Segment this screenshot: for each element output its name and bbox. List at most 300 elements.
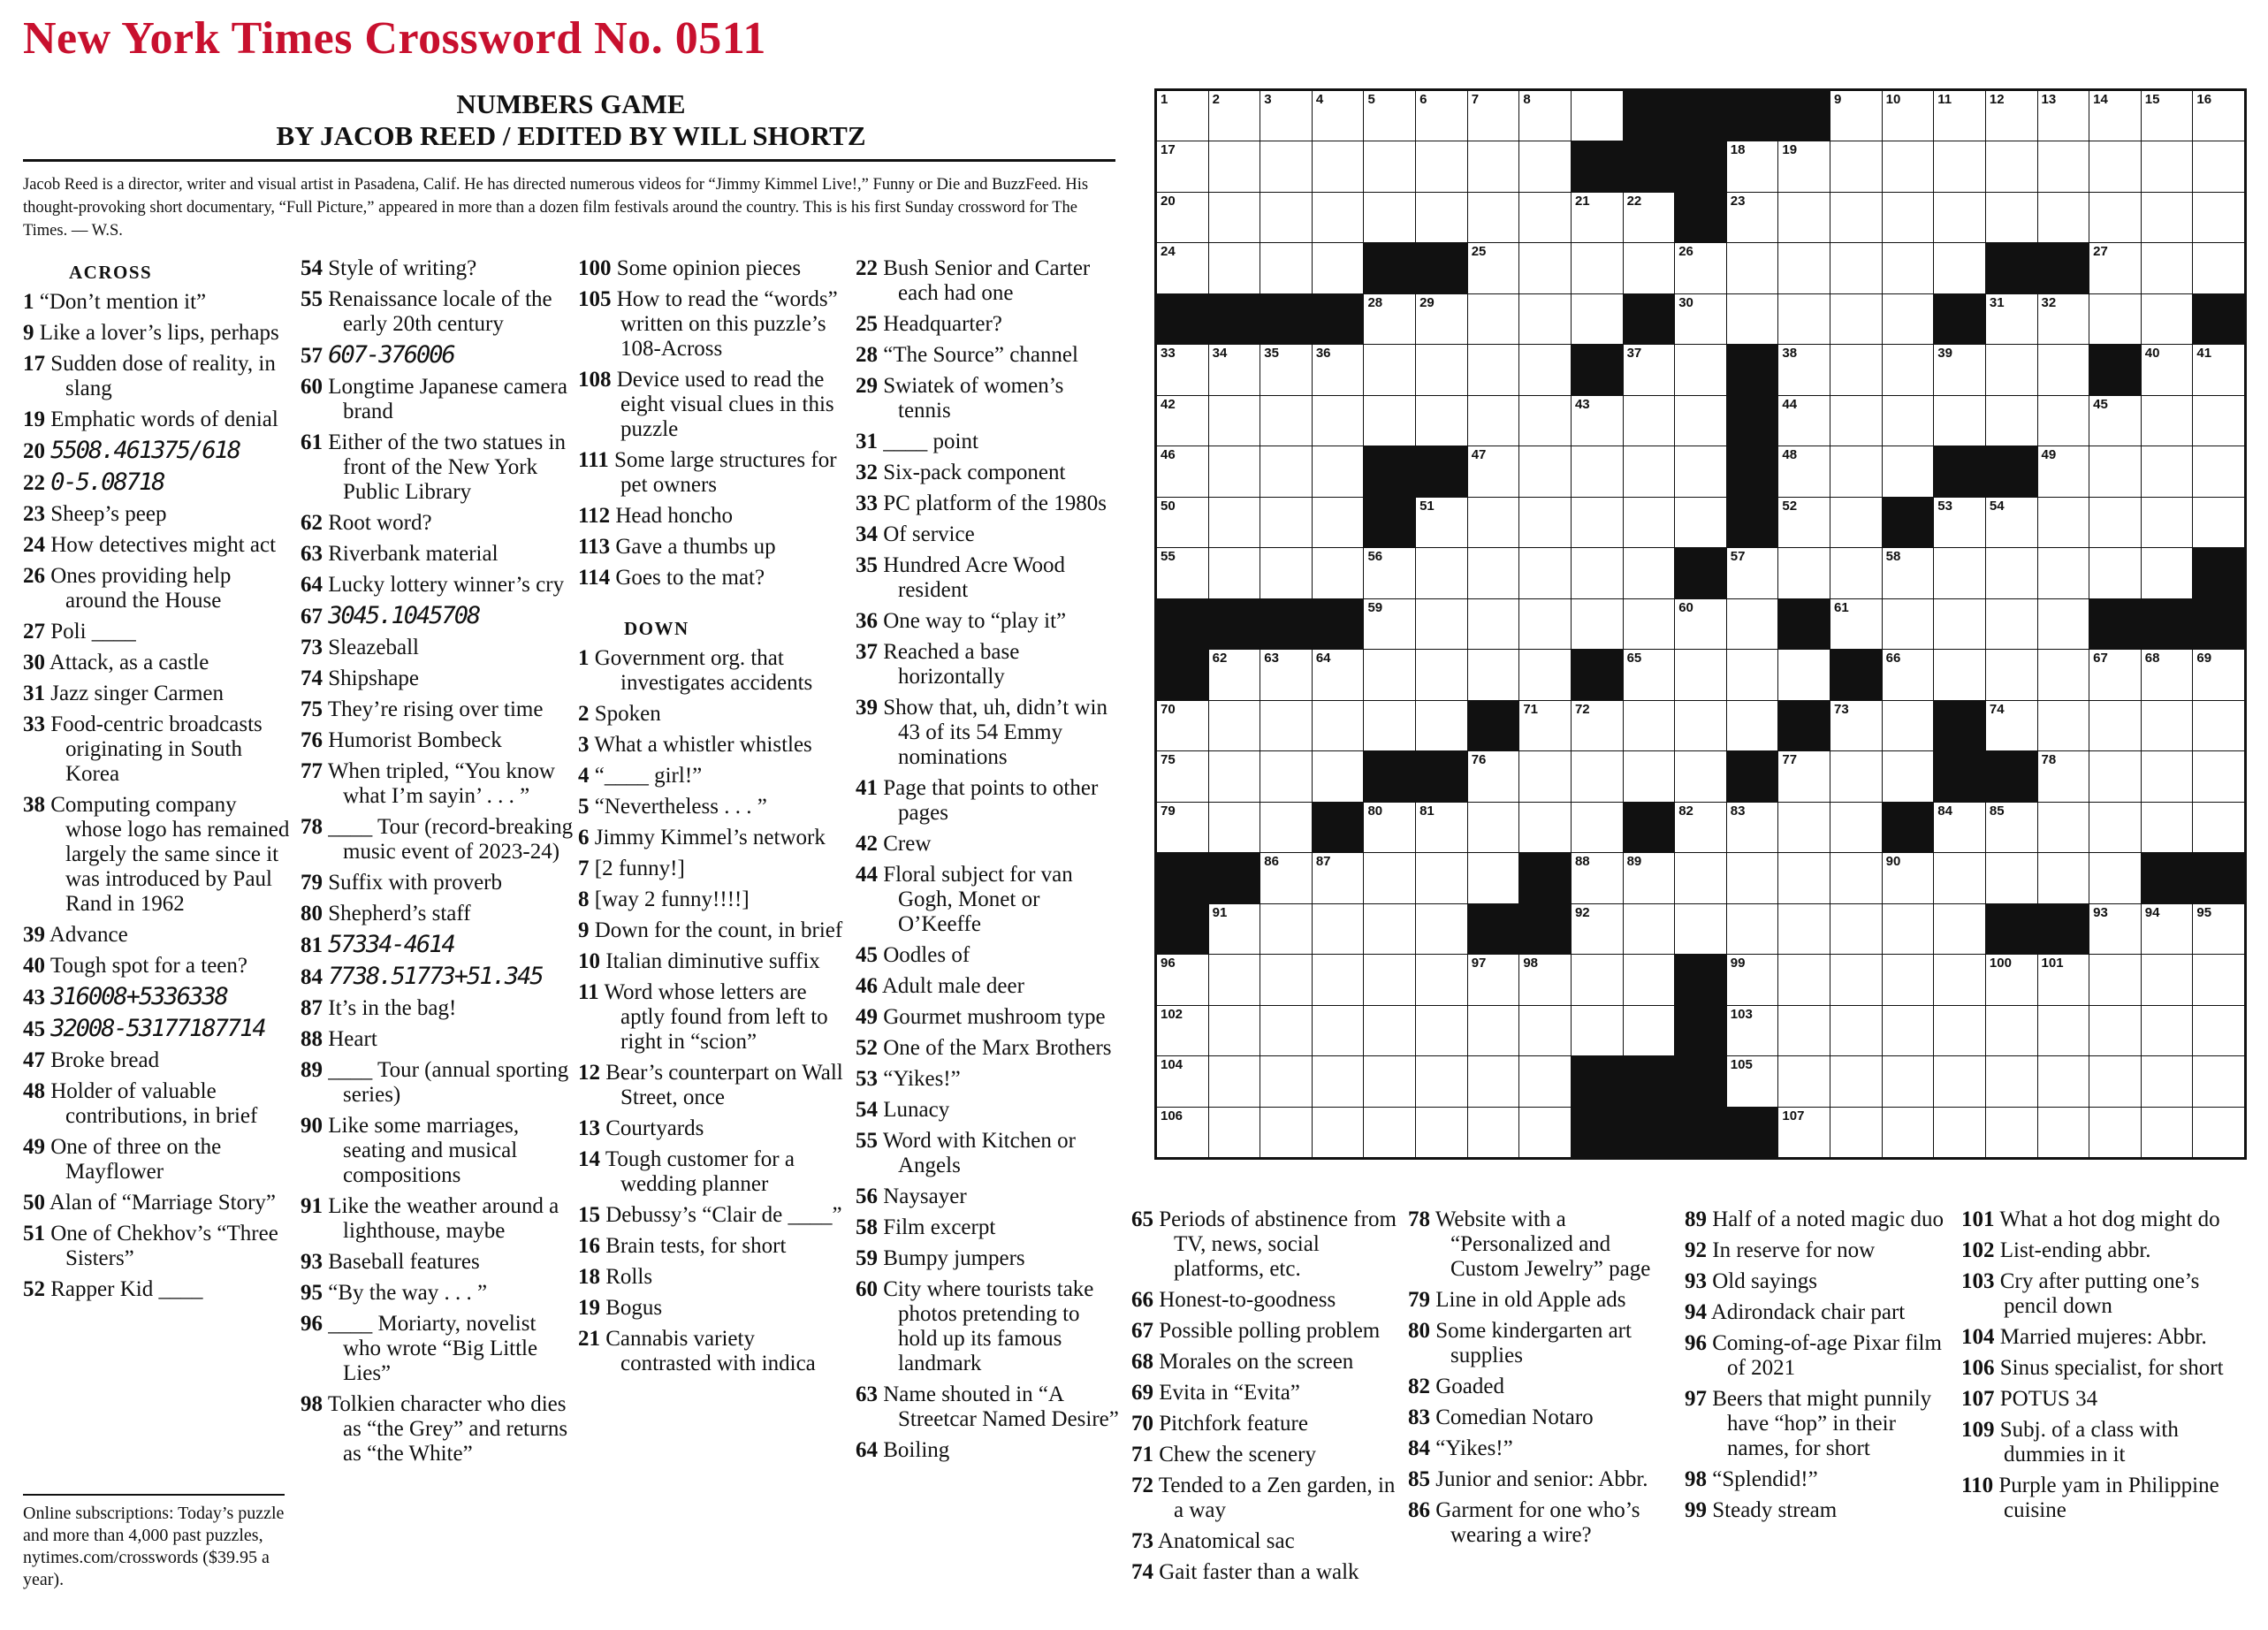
grid-cell[interactable] (1468, 548, 1519, 598)
clue-item[interactable] (301, 375, 575, 424)
grid-cell[interactable] (2089, 1108, 2141, 1157)
clue-item[interactable] (578, 764, 845, 788)
clue-item[interactable] (856, 553, 1121, 603)
grid-cell[interactable] (1468, 955, 1519, 1004)
clue-item[interactable] (578, 566, 845, 590)
grid-cell[interactable] (1260, 650, 1312, 699)
clue-item[interactable] (578, 1296, 845, 1321)
grid-cell[interactable] (1364, 1056, 1415, 1106)
clue-item[interactable] (301, 1027, 575, 1052)
grid-cell[interactable] (1519, 91, 1571, 141)
clue-item[interactable] (23, 290, 293, 315)
grid-cell[interactable] (2089, 1006, 2141, 1055)
grid-cell[interactable] (1624, 243, 1675, 293)
grid-cell[interactable] (1778, 243, 1830, 293)
grid-cell[interactable] (1260, 243, 1312, 293)
grid-cell[interactable] (1519, 141, 1571, 191)
grid-cell[interactable] (1883, 91, 1934, 141)
grid-cell[interactable] (2038, 650, 2089, 699)
grid-cell[interactable] (2089, 193, 2141, 242)
grid-cell[interactable] (1468, 446, 1519, 496)
grid-cell[interactable] (2193, 803, 2244, 852)
grid-cell[interactable] (1313, 751, 1364, 801)
grid-cell[interactable] (1209, 243, 1260, 293)
grid-cell[interactable] (1778, 193, 1830, 242)
grid-cell[interactable] (1468, 91, 1519, 141)
grid-cell[interactable] (1727, 803, 1778, 852)
clue-item[interactable] (23, 470, 293, 496)
grid-cell[interactable] (2038, 193, 2089, 242)
grid-cell[interactable] (1986, 701, 2037, 750)
clue-item[interactable] (856, 491, 1121, 516)
grid-cell[interactable] (2142, 345, 2193, 394)
clue-item[interactable] (1408, 1405, 1678, 1430)
grid-cell[interactable] (1572, 243, 1623, 293)
clue-item[interactable] (23, 985, 293, 1010)
clue-item[interactable] (856, 832, 1121, 857)
grid-cell[interactable] (1157, 91, 1208, 141)
clue-item[interactable] (856, 974, 1121, 999)
grid-cell[interactable] (1778, 803, 1830, 852)
clue-item[interactable] (856, 343, 1121, 368)
clue-item[interactable] (301, 343, 575, 369)
grid-cell[interactable] (1260, 396, 1312, 446)
clue-item[interactable] (578, 702, 845, 727)
grid-cell[interactable] (1416, 904, 1467, 954)
grid-cell[interactable] (1313, 345, 1364, 394)
clue-item[interactable] (23, 321, 293, 346)
grid-cell[interactable] (1778, 955, 1830, 1004)
grid-cell[interactable] (1468, 1056, 1519, 1106)
clue-item[interactable] (856, 696, 1121, 770)
grid-cell[interactable] (1778, 446, 1830, 496)
clue-item[interactable] (23, 682, 293, 706)
grid-cell[interactable] (1572, 1006, 1623, 1055)
clue-item[interactable] (856, 312, 1121, 337)
grid-cell[interactable] (1209, 446, 1260, 496)
grid-cell[interactable] (1364, 803, 1415, 852)
grid-cell[interactable] (1468, 853, 1519, 903)
grid-cell[interactable] (1468, 599, 1519, 649)
grid-cell[interactable] (1416, 91, 1467, 141)
grid-cell[interactable] (1830, 141, 1882, 191)
grid-cell[interactable] (1313, 1056, 1364, 1106)
grid-cell[interactable] (1624, 396, 1675, 446)
crossword-grid[interactable] (1154, 88, 2247, 1160)
clue-item[interactable] (578, 448, 845, 498)
grid-cell[interactable] (1572, 751, 1623, 801)
clue-item[interactable] (23, 1048, 293, 1073)
grid-cell[interactable] (1934, 243, 1985, 293)
grid-cell[interactable] (1883, 751, 1934, 801)
grid-cell[interactable] (1260, 1056, 1312, 1106)
grid-cell[interactable] (1364, 955, 1415, 1004)
grid-cell[interactable] (2089, 1056, 2141, 1106)
grid-cell[interactable] (1416, 803, 1467, 852)
grid-cell[interactable] (1934, 1006, 1985, 1055)
grid-cell[interactable] (2038, 701, 2089, 750)
grid-cell[interactable] (1572, 498, 1623, 547)
clue-item[interactable] (23, 923, 293, 948)
grid-cell[interactable] (1830, 1006, 1882, 1055)
grid-cell[interactable] (1624, 1006, 1675, 1055)
grid-cell[interactable] (1986, 853, 2037, 903)
grid-cell[interactable] (1468, 345, 1519, 394)
grid-cell[interactable] (1260, 751, 1312, 801)
clue-item[interactable] (856, 1129, 1121, 1178)
grid-cell[interactable] (1883, 1108, 1934, 1157)
grid-cell[interactable] (1830, 193, 1882, 242)
grid-cell[interactable] (1934, 345, 1985, 394)
clue-item[interactable] (23, 1277, 293, 1302)
clue-item[interactable] (1685, 1467, 1954, 1492)
clue-item[interactable] (301, 287, 575, 337)
clue-item[interactable] (1961, 1474, 2231, 1523)
clue-item[interactable] (23, 352, 293, 401)
grid-cell[interactable] (1468, 193, 1519, 242)
grid-cell[interactable] (2142, 1108, 2193, 1157)
clue-item[interactable] (856, 609, 1121, 634)
grid-cell[interactable] (1209, 751, 1260, 801)
grid-cell[interactable] (1519, 599, 1571, 649)
grid-cell[interactable] (1883, 243, 1934, 293)
clue-item[interactable] (578, 980, 845, 1055)
clue-item[interactable] (301, 933, 575, 958)
clue-item[interactable] (1408, 1319, 1678, 1368)
grid-cell[interactable] (1260, 141, 1312, 191)
clue-item[interactable] (1131, 1350, 1401, 1375)
grid-cell[interactable] (1519, 955, 1571, 1004)
grid-cell[interactable] (1519, 396, 1571, 446)
clue-item[interactable] (856, 943, 1121, 968)
clue-item[interactable] (856, 1246, 1121, 1271)
grid-cell[interactable] (2193, 396, 2244, 446)
clue-item[interactable] (1131, 1288, 1401, 1313)
grid-cell[interactable] (1624, 345, 1675, 394)
grid-cell[interactable] (1986, 498, 2037, 547)
grid-cell[interactable] (1519, 193, 1571, 242)
grid-cell[interactable] (1157, 955, 1208, 1004)
grid-cell[interactable] (1986, 1056, 2037, 1106)
grid-cell[interactable] (1313, 141, 1364, 191)
grid-cell[interactable] (1830, 446, 1882, 496)
grid-cell[interactable] (2142, 548, 2193, 598)
clue-item[interactable] (301, 1312, 575, 1386)
clue-item[interactable] (856, 776, 1121, 826)
clue-item[interactable] (578, 857, 845, 881)
grid-cell[interactable] (2038, 955, 2089, 1004)
grid-cell[interactable] (1416, 650, 1467, 699)
grid-cell[interactable] (1934, 599, 1985, 649)
grid-cell[interactable] (1883, 294, 1934, 344)
grid-cell[interactable] (1260, 446, 1312, 496)
grid-cell[interactable] (1313, 955, 1364, 1004)
clue-item[interactable] (1408, 1207, 1678, 1282)
grid-cell[interactable] (2142, 243, 2193, 293)
clue-item[interactable] (301, 430, 575, 505)
clue-item[interactable] (1685, 1331, 1954, 1381)
grid-cell[interactable] (1157, 193, 1208, 242)
grid-cell[interactable] (1519, 1006, 1571, 1055)
clue-item[interactable] (23, 954, 293, 979)
grid-cell[interactable] (1260, 1006, 1312, 1055)
grid-cell[interactable] (1519, 751, 1571, 801)
grid-cell[interactable] (1572, 396, 1623, 446)
grid-cell[interactable] (1416, 498, 1467, 547)
grid-cell[interactable] (1778, 1006, 1830, 1055)
grid-cell[interactable] (1727, 701, 1778, 750)
grid-cell[interactable] (1675, 853, 1726, 903)
grid-cell[interactable] (2193, 498, 2244, 547)
grid-cell[interactable] (1260, 803, 1312, 852)
clue-item[interactable] (301, 1250, 575, 1275)
grid-cell[interactable] (1209, 91, 1260, 141)
clue-item[interactable] (301, 1281, 575, 1306)
grid-cell[interactable] (2193, 1056, 2244, 1106)
grid-cell[interactable] (1416, 955, 1467, 1004)
clue-item[interactable] (23, 1079, 293, 1129)
grid-cell[interactable] (1209, 1056, 1260, 1106)
grid-cell[interactable] (1364, 701, 1415, 750)
grid-cell[interactable] (1157, 498, 1208, 547)
grid-cell[interactable] (1260, 193, 1312, 242)
grid-cell[interactable] (1572, 904, 1623, 954)
grid-cell[interactable] (1572, 803, 1623, 852)
grid-cell[interactable] (2038, 853, 2089, 903)
clue-item[interactable] (1961, 1207, 2231, 1232)
grid-cell[interactable] (2038, 446, 2089, 496)
grid-cell[interactable] (1364, 599, 1415, 649)
grid-cell[interactable] (2089, 141, 2141, 191)
grid-cell[interactable] (2038, 91, 2089, 141)
clue-item[interactable] (856, 863, 1121, 937)
grid-cell[interactable] (2038, 396, 2089, 446)
clue-item[interactable] (578, 1116, 845, 1141)
grid-cell[interactable] (2089, 751, 2141, 801)
grid-cell[interactable] (1313, 396, 1364, 446)
grid-cell[interactable] (1157, 701, 1208, 750)
grid-cell[interactable] (1675, 701, 1726, 750)
grid-cell[interactable] (2142, 91, 2193, 141)
grid-cell[interactable] (1260, 904, 1312, 954)
clue-item[interactable] (1131, 1443, 1401, 1467)
grid-cell[interactable] (1883, 599, 1934, 649)
clue-item[interactable] (23, 408, 293, 432)
grid-cell[interactable] (2089, 294, 2141, 344)
clue-item[interactable] (301, 1194, 575, 1244)
grid-cell[interactable] (1778, 294, 1830, 344)
grid-cell[interactable] (2038, 548, 2089, 598)
grid-cell[interactable] (1986, 91, 2037, 141)
grid-cell[interactable] (1727, 1006, 1778, 1055)
grid-cell[interactable] (2193, 243, 2244, 293)
grid-cell[interactable] (1727, 650, 1778, 699)
grid-cell[interactable] (1260, 955, 1312, 1004)
clue-item[interactable] (301, 728, 575, 753)
grid-cell[interactable] (1675, 396, 1726, 446)
clue-item[interactable] (1685, 1238, 1954, 1263)
grid-cell[interactable] (1416, 294, 1467, 344)
grid-cell[interactable] (2089, 650, 2141, 699)
grid-cell[interactable] (1883, 141, 1934, 191)
grid-cell[interactable] (2142, 141, 2193, 191)
grid-cell[interactable] (1624, 751, 1675, 801)
clue-item[interactable] (578, 826, 845, 850)
grid-cell[interactable] (1986, 955, 2037, 1004)
grid-cell[interactable] (2038, 1056, 2089, 1106)
clue-item[interactable] (578, 1234, 845, 1259)
grid-cell[interactable] (1727, 243, 1778, 293)
clue-item[interactable] (1961, 1269, 2231, 1319)
grid-cell[interactable] (1934, 141, 1985, 191)
clue-item[interactable] (1685, 1207, 1954, 1232)
grid-cell[interactable] (1830, 853, 1882, 903)
grid-cell[interactable] (1830, 243, 1882, 293)
grid-cell[interactable] (2038, 345, 2089, 394)
clue-item[interactable] (23, 502, 293, 527)
grid-cell[interactable] (1572, 701, 1623, 750)
grid-cell[interactable] (1934, 904, 1985, 954)
grid-cell[interactable] (1883, 548, 1934, 598)
grid-cell[interactable] (1830, 955, 1882, 1004)
clue-item[interactable] (1685, 1498, 1954, 1523)
grid-cell[interactable] (1934, 853, 1985, 903)
grid-cell[interactable] (2089, 803, 2141, 852)
grid-cell[interactable] (1883, 193, 1934, 242)
grid-cell[interactable] (2193, 345, 2244, 394)
grid-cell[interactable] (2193, 446, 2244, 496)
grid-cell[interactable] (1934, 548, 1985, 598)
grid-cell[interactable] (1157, 345, 1208, 394)
clue-item[interactable] (301, 636, 575, 660)
grid-cell[interactable] (1209, 1006, 1260, 1055)
clue-item[interactable] (1961, 1356, 2231, 1381)
clue-item[interactable] (578, 795, 845, 819)
grid-cell[interactable] (2089, 853, 2141, 903)
grid-cell[interactable] (1416, 701, 1467, 750)
grid-cell[interactable] (2142, 1056, 2193, 1106)
grid-cell[interactable] (1572, 955, 1623, 1004)
grid-cell[interactable] (1364, 193, 1415, 242)
grid-cell[interactable] (1986, 599, 2037, 649)
grid-cell[interactable] (1572, 548, 1623, 598)
grid-cell[interactable] (1364, 1108, 1415, 1157)
grid-cell[interactable] (1986, 548, 2037, 598)
grid-cell[interactable] (1830, 599, 1882, 649)
clue-item[interactable] (856, 1067, 1121, 1092)
grid-cell[interactable] (1778, 1108, 1830, 1157)
grid-cell[interactable] (1727, 294, 1778, 344)
grid-cell[interactable] (1727, 193, 1778, 242)
grid-cell[interactable] (2142, 1006, 2193, 1055)
grid-cell[interactable] (2038, 803, 2089, 852)
clue-item[interactable] (1131, 1474, 1401, 1523)
clue-item[interactable] (23, 712, 293, 787)
grid-cell[interactable] (1313, 548, 1364, 598)
grid-cell[interactable] (1468, 243, 1519, 293)
grid-cell[interactable] (2089, 904, 2141, 954)
grid-cell[interactable] (1883, 446, 1934, 496)
grid-cell[interactable] (1209, 955, 1260, 1004)
clue-item[interactable] (301, 871, 575, 895)
grid-cell[interactable] (1986, 650, 2037, 699)
clue-item[interactable] (856, 522, 1121, 547)
grid-cell[interactable] (1778, 498, 1830, 547)
grid-cell[interactable] (1572, 853, 1623, 903)
grid-cell[interactable] (2193, 751, 2244, 801)
grid-cell[interactable] (2193, 650, 2244, 699)
grid-cell[interactable] (2038, 498, 2089, 547)
grid-cell[interactable] (1778, 548, 1830, 598)
grid-cell[interactable] (1468, 650, 1519, 699)
grid-cell[interactable] (1934, 91, 1985, 141)
grid-cell[interactable] (2142, 446, 2193, 496)
grid-cell[interactable] (1157, 803, 1208, 852)
grid-cell[interactable] (1313, 91, 1364, 141)
clue-item[interactable] (856, 461, 1121, 485)
clue-item[interactable] (856, 374, 1121, 423)
grid-cell[interactable] (1675, 345, 1726, 394)
clue-item[interactable] (1685, 1269, 1954, 1294)
clue-item[interactable] (301, 1058, 575, 1108)
clue-item[interactable] (23, 1135, 293, 1184)
grid-cell[interactable] (1416, 853, 1467, 903)
grid-cell[interactable] (1157, 751, 1208, 801)
grid-cell[interactable] (1313, 498, 1364, 547)
grid-cell[interactable] (1364, 294, 1415, 344)
grid-cell[interactable] (2193, 701, 2244, 750)
grid-cell[interactable] (2193, 904, 2244, 954)
clue-item[interactable] (1131, 1381, 1401, 1405)
grid-cell[interactable] (1519, 294, 1571, 344)
grid-cell[interactable] (2142, 955, 2193, 1004)
grid-cell[interactable] (1209, 498, 1260, 547)
clue-item[interactable] (301, 1392, 575, 1466)
grid-cell[interactable] (1986, 1108, 2037, 1157)
grid-cell[interactable] (1364, 548, 1415, 598)
grid-cell[interactable] (1624, 701, 1675, 750)
clue-item[interactable] (856, 430, 1121, 454)
grid-cell[interactable] (2038, 599, 2089, 649)
grid-cell[interactable] (2193, 955, 2244, 1004)
grid-cell[interactable] (1934, 1056, 1985, 1106)
grid-cell[interactable] (1519, 803, 1571, 852)
grid-cell[interactable] (1675, 599, 1726, 649)
clue-item[interactable] (301, 815, 575, 865)
grid-cell[interactable] (1364, 853, 1415, 903)
grid-cell[interactable] (1260, 345, 1312, 394)
grid-cell[interactable] (2193, 193, 2244, 242)
grid-cell[interactable] (2142, 904, 2193, 954)
clue-item[interactable] (1961, 1325, 2231, 1350)
grid-cell[interactable] (1934, 650, 1985, 699)
grid-cell[interactable] (1260, 701, 1312, 750)
clue-item[interactable] (578, 918, 845, 943)
grid-cell[interactable] (1778, 751, 1830, 801)
clue-item[interactable] (578, 646, 845, 696)
grid-cell[interactable] (1624, 904, 1675, 954)
grid-cell[interactable] (1468, 803, 1519, 852)
grid-cell[interactable] (2038, 141, 2089, 191)
grid-cell[interactable] (1260, 498, 1312, 547)
clue-item[interactable] (23, 533, 293, 558)
grid-cell[interactable] (1313, 853, 1364, 903)
clue-item[interactable] (1408, 1498, 1678, 1548)
grid-cell[interactable] (1519, 345, 1571, 394)
grid-cell[interactable] (1934, 803, 1985, 852)
clue-item[interactable] (856, 1036, 1121, 1061)
grid-cell[interactable] (1157, 548, 1208, 598)
